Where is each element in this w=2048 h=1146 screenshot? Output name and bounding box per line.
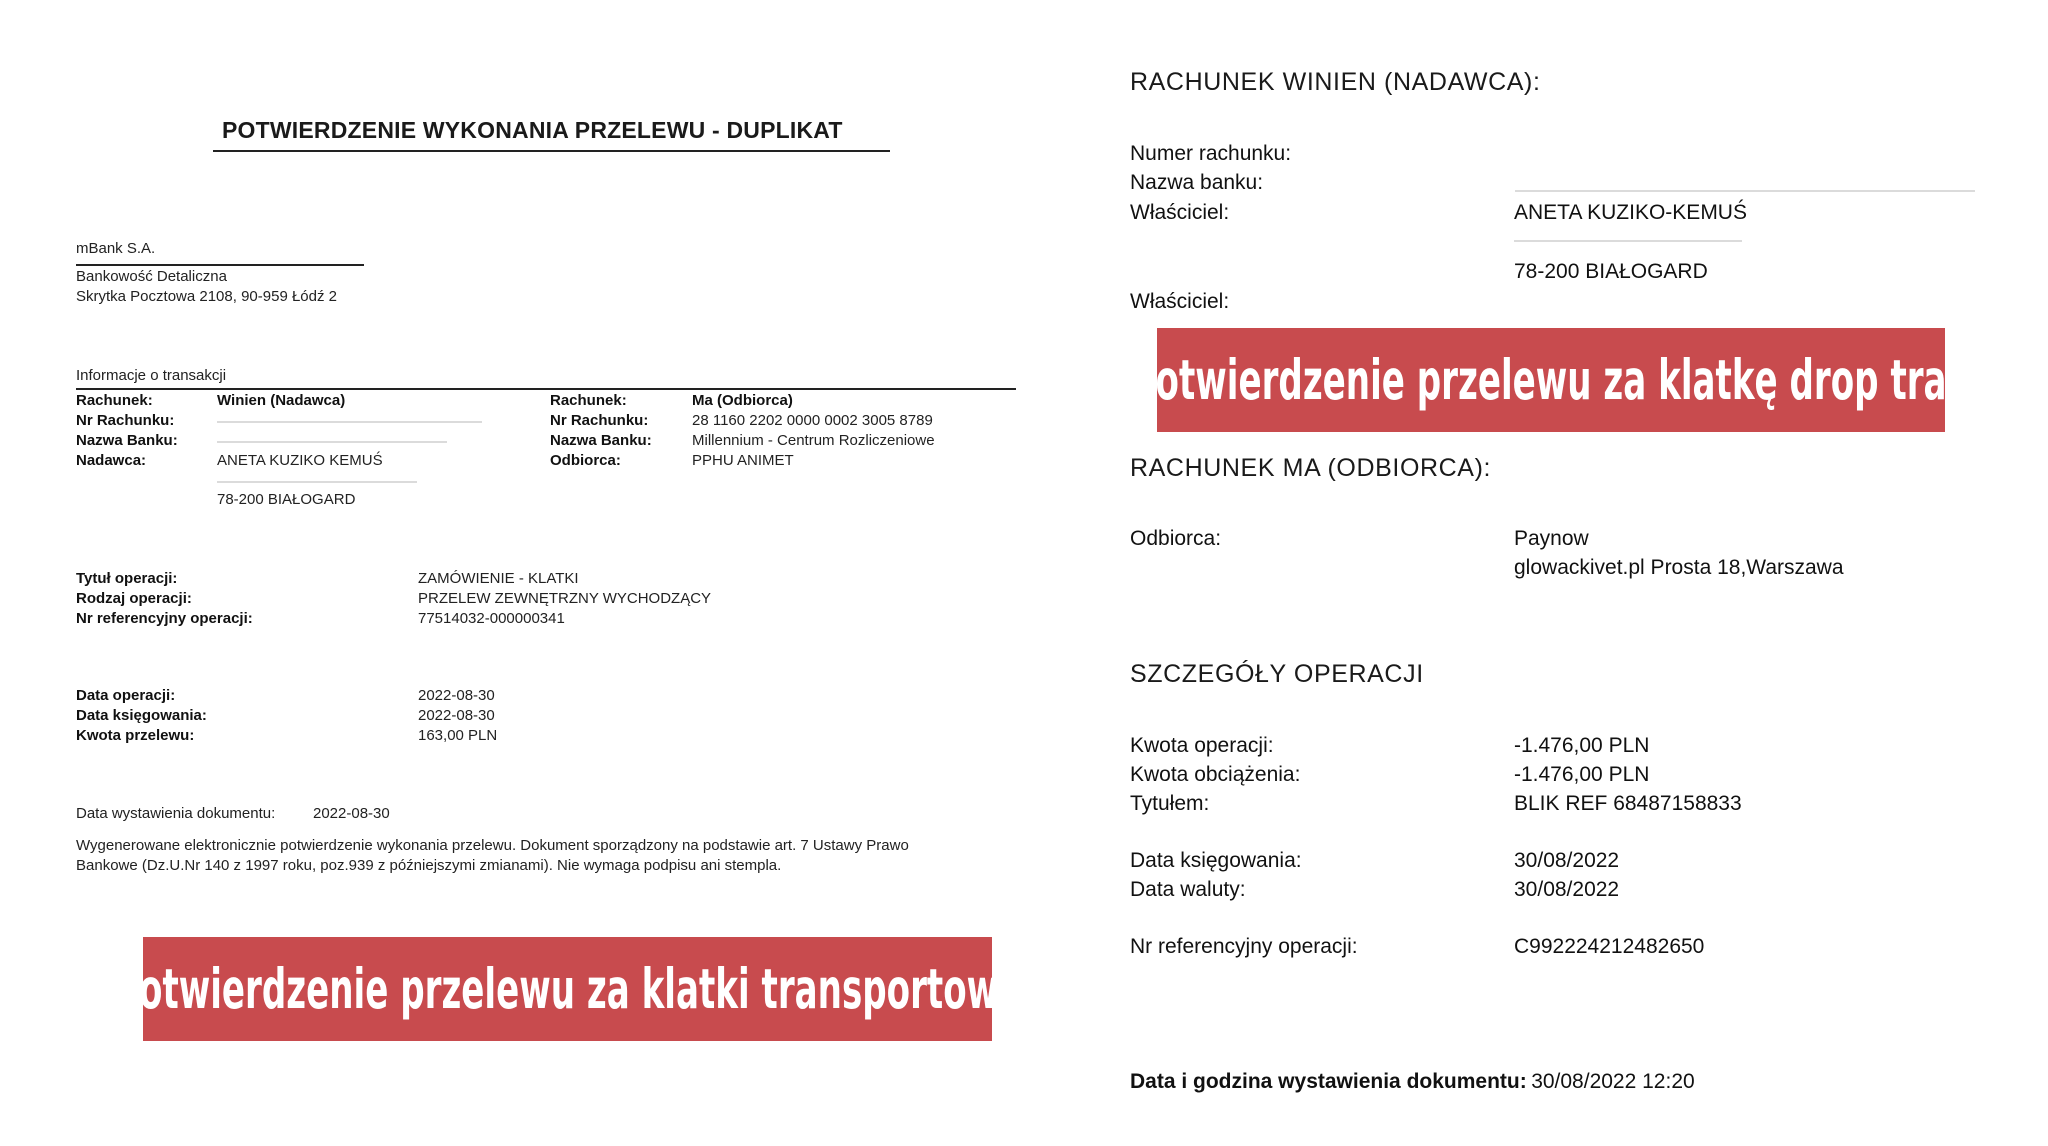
recipient-number-label: Nr Rachunku: xyxy=(550,412,649,429)
title-value: BLIK REF 68487158833 xyxy=(1514,792,1742,815)
recipient-account-value: Ma (Odbiorca) xyxy=(692,392,793,409)
operation-ref-value: 77514032-000000341 xyxy=(418,610,565,627)
charge-label: Kwota obciążenia: xyxy=(1130,763,1301,786)
left-caption-banner xyxy=(113,937,1022,1041)
recipient-label: Odbiorca: xyxy=(1130,527,1222,550)
left-caption-text: Potwierdzenie przelewu za klatki transportowe xyxy=(113,957,1022,1021)
sender-name-value: ANETA KUZIKO KEMUŚ xyxy=(217,452,383,469)
redacted-bank-name xyxy=(217,441,447,443)
owner-label-2: Właściciel: xyxy=(1130,290,1230,313)
issued-line xyxy=(1130,1070,1695,1094)
issue-date-label: Data wystawienia dokumentu: xyxy=(76,805,276,822)
operation-date-label: Data operacji: xyxy=(76,687,176,704)
footnote-line-1: Wygenerowane elektronicznie potwierdzenie wykonania przelewu. Dokument sporządzony na podstawie art. 7 Ustawy Prawo xyxy=(76,837,909,854)
issued-value: 30/08/2022 12:20 xyxy=(1531,1070,1695,1093)
recipient-name: Paynow xyxy=(1514,527,1589,550)
sender-number-label: Nr Rachunku: xyxy=(76,412,175,429)
operation-title-value: ZAMÓWIENIE - KLATKI xyxy=(418,570,579,587)
footnote-line-2: Bankowe (Dz.U.Nr 140 z 1997 roku, poz.939 z późniejszymi zmianami). Nie wymaga podpisu ani stempla. xyxy=(76,857,782,874)
recipient-number-value: 28 1160 2202 0000 0002 3005 8789 xyxy=(692,412,933,429)
redacted-account-number xyxy=(217,421,482,423)
sender-city: 78-200 BIAŁOGARD xyxy=(217,491,356,508)
sender-name-label: Nadawca: xyxy=(76,452,147,469)
booking-date-value: 2022-08-30 xyxy=(418,707,495,724)
recipient-address: glowackivet.pl Prosta 18,Warszawa xyxy=(1514,556,1844,579)
sender-bank-label: Nazwa Banku: xyxy=(76,432,178,449)
recipient-name-value: PPHU ANIMET xyxy=(692,452,794,469)
recipient-bank-label: Nazwa Banku: xyxy=(550,432,652,449)
issued-label: Data i godzina wystawienia dokumentu: xyxy=(1130,1070,1527,1093)
sender-account-value: Winien (Nadawca) xyxy=(217,392,346,409)
booking-date-label: Data księgowania: xyxy=(76,707,207,724)
operation-date-value: 2022-08-30 xyxy=(418,687,495,704)
recipient-heading: RACHUNEK MA (ODBIORCA): xyxy=(1130,454,1492,482)
bank-name-label: Nazwa banku: xyxy=(1130,171,1264,194)
reference-value: C992224212482650 xyxy=(1514,935,1705,958)
sender-heading: RACHUNEK WINIEN (NADAWCA): xyxy=(1130,68,1541,96)
right-caption-text: Potwierdzenie przelewu za klatkę drop trap xyxy=(1130,348,1972,412)
details-heading: SZCZEGÓŁY OPERACJI xyxy=(1130,660,1424,688)
owner-city: 78-200 BIAŁOGARD xyxy=(1514,260,1708,283)
redacted-account-details xyxy=(1515,190,1975,192)
owner-label: Właściciel: xyxy=(1130,201,1230,224)
account-number-label: Numer rachunku: xyxy=(1130,142,1292,165)
transfer-amount-label: Kwota przelewu: xyxy=(76,727,195,744)
redacted-street xyxy=(217,481,417,483)
bank-address: Skrytka Pocztowa 2108, 90-959 Łódź 2 xyxy=(76,288,337,305)
value-date-value: 30/08/2022 xyxy=(1514,878,1620,901)
bank-divider xyxy=(76,264,364,266)
recipient-bank-value: Millennium - Centrum Rozliczeniowe xyxy=(692,432,935,449)
recipient-account-label: Rachunek: xyxy=(550,392,627,409)
amount-label: Kwota operacji: xyxy=(1130,734,1274,757)
amount-value: -1.476,00 PLN xyxy=(1514,734,1650,757)
reference-label: Nr referencyjny operacji: xyxy=(1130,935,1358,958)
sender-account-label: Rachunek: xyxy=(76,392,153,409)
operation-type-value: PRZELEW ZEWNĘTRZNY WYCHODZĄCY xyxy=(418,590,712,607)
operation-ref-label: Nr referencyjny operacji: xyxy=(76,610,253,627)
bank-division: Bankowość Detaliczna xyxy=(76,268,227,285)
owner-value: ANETA KUZIKO-KEMUŚ xyxy=(1514,201,1747,224)
operation-title-label: Tytuł operacji: xyxy=(76,570,178,587)
title-underline xyxy=(213,150,890,152)
booking-date-value: 30/08/2022 xyxy=(1514,849,1620,872)
right-caption-banner xyxy=(1130,328,1972,432)
document-title: POTWIERDZENIE WYKONANIA PRZELEWU - DUPLIKAT xyxy=(222,117,843,143)
value-date-label: Data waluty: xyxy=(1130,878,1246,901)
transfer-amount-value: 163,00 PLN xyxy=(418,727,498,744)
recipient-name-label: Odbiorca: xyxy=(550,452,621,469)
issue-date-value: 2022-08-30 xyxy=(313,805,390,822)
transaction-info-label: Informacje o transakcji xyxy=(76,367,227,384)
charge-value: -1.476,00 PLN xyxy=(1514,763,1650,786)
title-label: Tytułem: xyxy=(1130,792,1210,815)
redacted-owner-street xyxy=(1514,240,1742,242)
operation-type-label: Rodzaj operacji: xyxy=(76,590,192,607)
booking-date-label: Data księgowania: xyxy=(1130,849,1302,872)
bank-name: mBank S.A. xyxy=(76,240,156,257)
transaction-divider xyxy=(76,388,1016,390)
